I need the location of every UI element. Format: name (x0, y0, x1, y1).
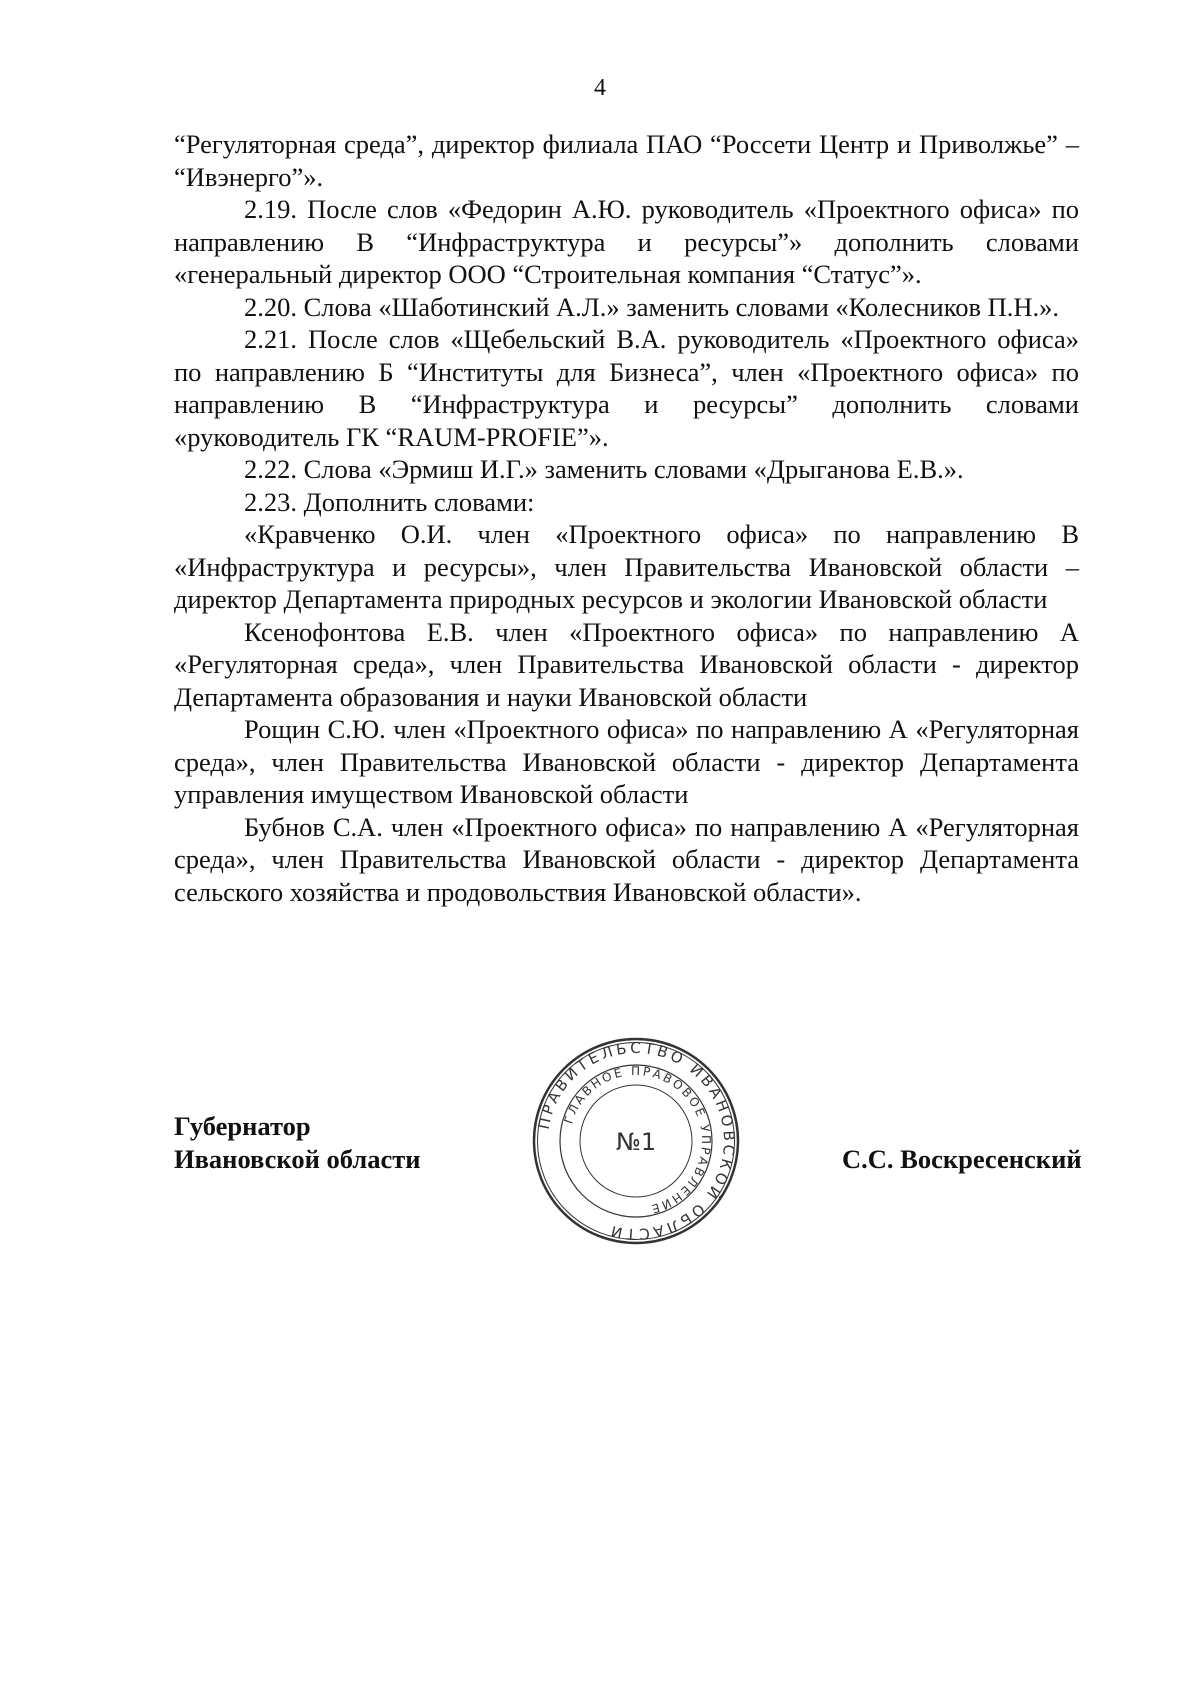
stamp-inner-text: ГЛАВНОЕ ПРАВОВОЕ УПРАВЛЕНИЕ (561, 1063, 714, 1217)
signatory-title: Губернатор (174, 1111, 311, 1141)
page-number: 4 (594, 75, 606, 101)
stamp-seal-icon (531, 1036, 741, 1246)
signatory-position (174, 1110, 421, 1176)
document-body (174, 128, 1079, 908)
paragraph: Рощин С.Ю. член «Проектного офиса» по направлению А «Регуляторная среда», член Правительства Ивановской области - директор Департамента управления имуществом Ивановской области (174, 714, 1079, 809)
paragraph: Бубнов С.А. член «Проектного офиса» по направлению А «Регуляторная среда», член Правительства Ивановской области - директор Департамента сельского хозяйства и продовольствия Ивановской области». (174, 811, 1079, 907)
paragraph: 2.22. Слова «Эрмиш И.Г.» заменить словами «Дрыганова Е.В.». (244, 454, 964, 484)
paragraph: 2.20. Слова «Шаботинский А.Л.» заменить словами «Колесников П.Н.». (244, 291, 1060, 322)
paragraph: 2.19. После слов «Федорин А.Ю. руководитель «Проектного офиса» по направлению В “Инфраструктура и ресурсы”» дополнить словами «генеральный директор ООО “Строительная компания “Статус”». (174, 194, 1079, 289)
paragraph: 2.21. После слов «Щебельский В.А. руководитель «Проектного офиса» по направлению Б “Институты для Бизнеса”, член «Проектного офиса» по направлению В “Инфраструктура и ресурсы” дополнить словами «руководитель ГК “RAUM-PROFIE”». (174, 324, 1079, 452)
paragraph: “Регуляторная среда”, директор филиала ПАО “Россети Центр и Приволжье” – “Ивэнерго”». (174, 129, 1079, 192)
stamp-outer-text: ПРАВИТЕЛЬСТВО ИВАНОВСКОЙ ОБЛАСТИ (534, 1038, 739, 1244)
signatory-name: С.С. Воскресенский (842, 1144, 1082, 1174)
signatory-region: Ивановской области (174, 1144, 421, 1174)
stamp-number: №1 (615, 1128, 657, 1156)
paragraph: Ксенофонтова Е.В. член «Проектного офиса» по направлению А «Регуляторная среда», член Правительства Ивановской области - директор Департамента образования и науки Ивановской области (174, 616, 1079, 712)
official-stamp (531, 1036, 741, 1246)
paragraph: «Кравченко О.И. член «Проектного офиса» по направлению В «Инфраструктура и ресурсы», член Правительства Ивановской области – директор Департамента природных ресурсов и экологии Ивановской области (174, 519, 1079, 614)
paragraph: 2.23. Дополнить словами: (244, 486, 535, 517)
